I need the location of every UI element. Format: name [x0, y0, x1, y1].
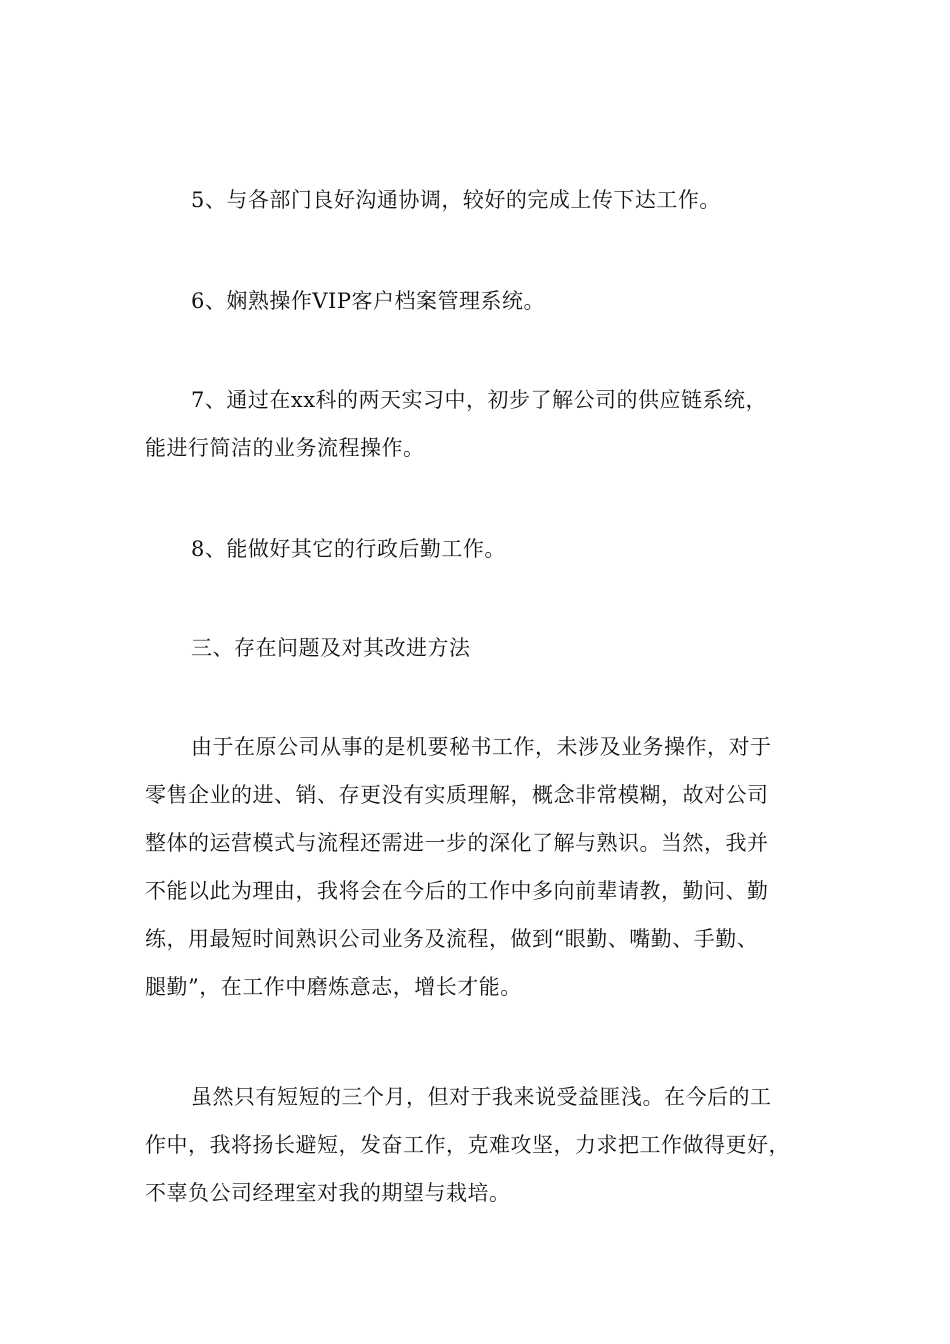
list-item-5 [145, 176, 810, 224]
paragraph-line: 7、通过在xx科的两天实习中，初步了解公司的供应链系统， [191, 388, 768, 412]
paragraph-line: 作中，我将扬长避短，发奋工作，克难攻坚，力求把工作做得更好， [145, 1133, 790, 1157]
list-item-6 [145, 277, 810, 325]
paragraph-line: 不能以此为理由，我将会在今后的工作中多向前辈请教，勤问、勤 [145, 879, 769, 903]
list-item-8 [145, 525, 810, 573]
body-paragraph-problems [145, 723, 810, 1011]
heading-line: 三、存在问题及对其改进方法 [191, 636, 471, 660]
paragraph-line: 5、与各部门良好沟通协调，较好的完成上传下达工作。 [191, 188, 721, 212]
paragraph-line: 8、能做好其它的行政后勤工作。 [191, 537, 506, 561]
body-paragraph-conclusion [145, 1073, 810, 1217]
paragraph-line: 腿勤”，在工作中磨炼意志，增长才能。 [145, 975, 522, 999]
paragraph-line: 整体的运营模式与流程还需进一步的深化了解与熟识。当然，我并 [145, 831, 769, 855]
paragraph-line: 能进行简洁的业务流程操作。 [145, 436, 425, 460]
paragraph-line: 不辜负公司经理室对我的期望与栽培。 [145, 1181, 511, 1205]
paragraph-line: 虽然只有短短的三个月，但对于我来说受益匪浅。在今后的工 [191, 1085, 772, 1109]
list-item-7 [145, 376, 810, 472]
paragraph-line: 由于在原公司从事的是机要秘书工作，未涉及业务操作，对于 [191, 735, 772, 759]
paragraph-line: 零售企业的进、销、存更没有实质理解，概念非常模糊，故对公司 [145, 783, 769, 807]
paragraph-line: 练，用最短时间熟识公司业务及流程，做到“眼勤、嘴勤、手勤、 [145, 927, 759, 951]
section-heading [145, 624, 810, 672]
paragraph-line: 6、娴熟操作VIP客户档案管理系统。 [191, 289, 545, 313]
